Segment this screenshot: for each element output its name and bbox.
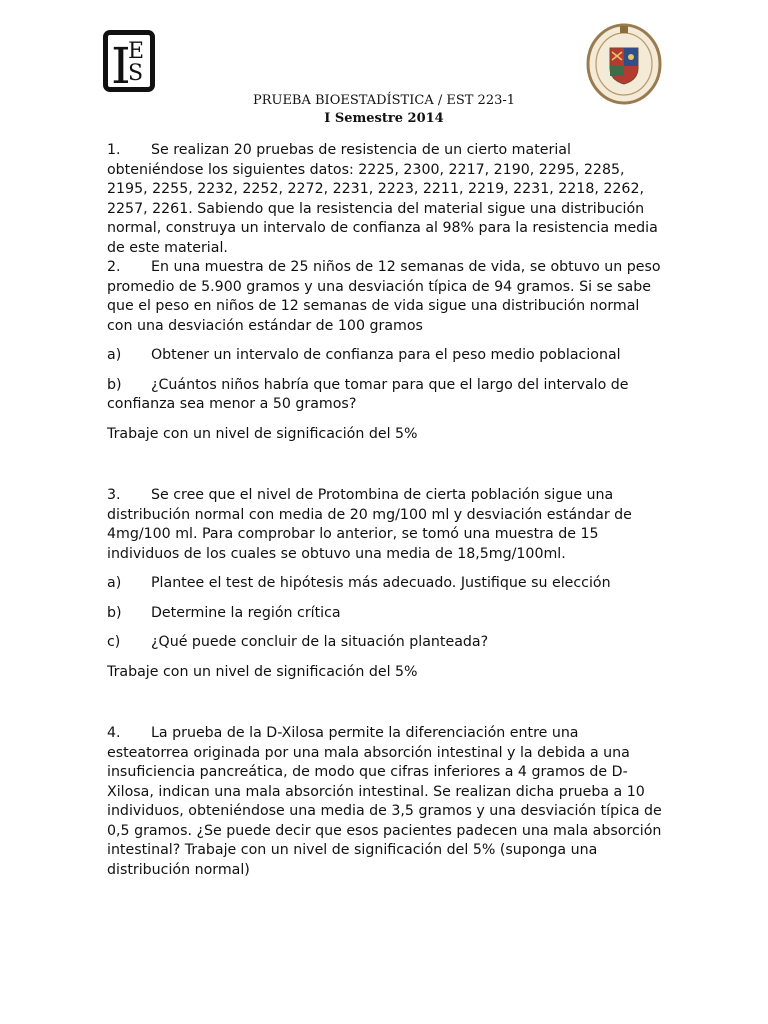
item-text: Determine la región crítica [151, 604, 341, 621]
question-2-item-a [107, 346, 662, 366]
question-2-item-b [107, 376, 662, 415]
item-label: b) [107, 604, 122, 621]
question-3-item-a [107, 574, 662, 594]
question-3 [107, 486, 662, 564]
logo-letter-i: I [111, 37, 131, 87]
question-number: 3. [107, 487, 121, 503]
question-number: 2. [107, 259, 121, 275]
question-3-item-b [107, 604, 662, 624]
item-text: ¿Cuántos niños habría que tomar para que el largo del intervalo de confianza sea menor a 50 gramos? [107, 376, 629, 412]
exam-title: PRUEBA BIOESTADÍSTICA / EST 223-1 [252, 93, 516, 108]
question-2 [107, 258, 662, 336]
item-label: a) [107, 347, 122, 363]
exam-subtitle: I Semestre 2014 [324, 111, 444, 126]
question-text: En una muestra de 25 niños de 12 semanas de vida, se obtuvo un peso promedio de 5.900 gramos y una desviación típica de 94 gramos. Si se sabe que el peso en niños de 12 semanas de vida sigue una distribución normal con una desviación estándar de 100 gramos [107, 259, 661, 334]
exam-header [0, 92, 768, 128]
question-number: 1. [107, 142, 121, 158]
item-label: c) [107, 634, 121, 650]
item-text: Plantee el test de hipótesis más adecuado. Justifique su elección [151, 575, 611, 591]
ies-logo [103, 30, 155, 92]
question-4 [107, 724, 662, 880]
logo-letter-e: E [128, 39, 145, 64]
item-text: Obtener un intervalo de confianza para el peso medio poblacional [151, 347, 621, 363]
question-1 [107, 141, 662, 258]
question-number: 4. [107, 725, 121, 741]
exam-body [107, 141, 662, 880]
question-2-note: Trabaje con un nivel de significación del 5% [107, 425, 418, 442]
question-text: Se cree que el nivel de Protombina de cierta población sigue una distribución normal con media de 20 mg/100 ml y desviación estándar de 4mg/100 ml. Para comprobar lo anterior, se tomó una muestra de 15 individuos de los cuales se obtuvo una media de 18,5mg/100ml. [107, 487, 632, 562]
logo-letter-s: S [128, 61, 144, 86]
item-text: ¿Qué puede concluir de la situación planteada? [151, 634, 489, 650]
question-3-note: Trabaje con un nivel de significación del 5% [107, 663, 418, 680]
item-label: b) [107, 376, 122, 393]
item-label: a) [107, 575, 122, 591]
question-3-item-c [107, 633, 662, 653]
question-text: La prueba de la D-Xilosa permite la diferenciación entre una esteatorrea originada por una mala absorción intestinal y la debida a una insuficiencia pancreática, de modo que cifras inferiores a 4 gramos de D-Xilosa, indican una mala absorción intestinal. Se realizan dicha prueba a 10 individuos, obteniéndose una media de 3,5 gramos y una desviación típica de 0,5 gramos. ¿Se puede decir que esos pacientes padecen una mala absorción intestinal? Trabaje con un nivel de significación del 5% (suponga una distribución normal) [107, 725, 662, 878]
question-text: Se realizan 20 pruebas de resistencia de un cierto material obteniéndose los siguientes datos: 2225, 2300, 2217, 2190, 2295, 2285, 2195, 2255, 2232, 2252, 2272, 2231, 2223, 2211, 2219, 2231, 2218, 2262, 2257, 2261. Sabiendo que la resistencia del material sigue una distribución normal, construya un intervalo de confianza al 98% para la resistencia media de este material. [107, 142, 658, 256]
